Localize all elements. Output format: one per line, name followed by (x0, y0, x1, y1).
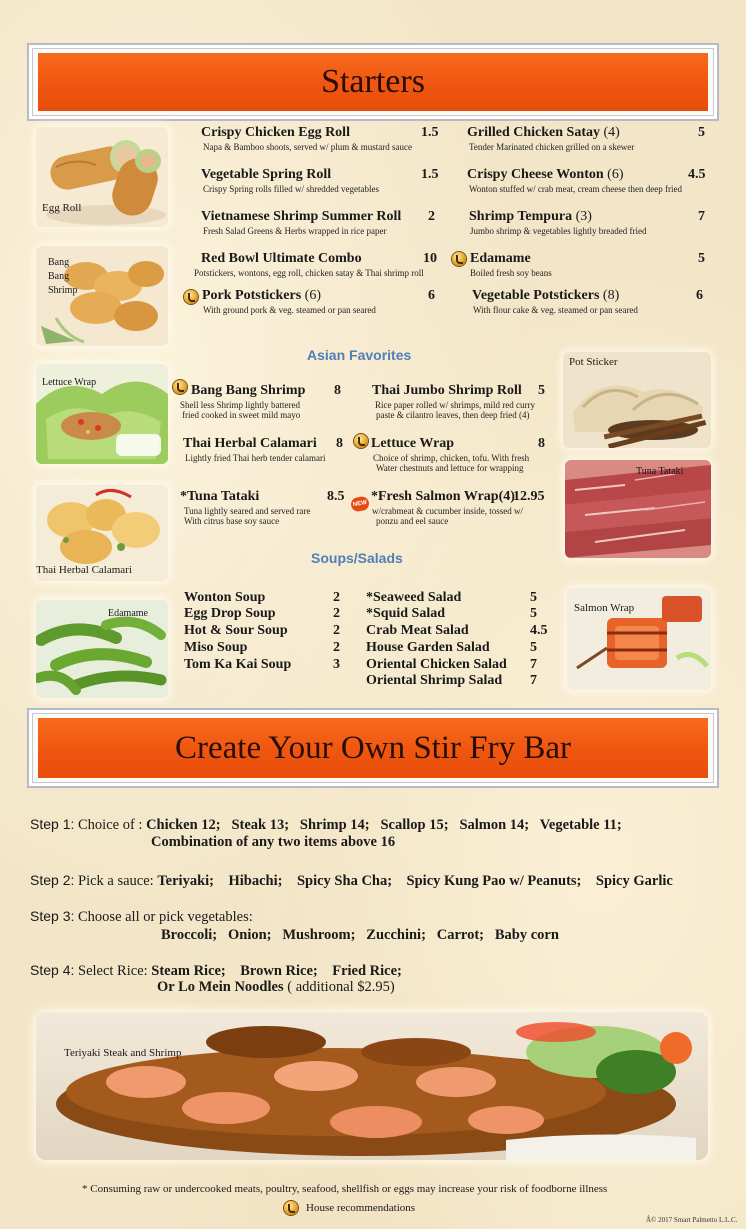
edamame-label: Edamame (108, 608, 148, 619)
soup-item: Tom Ka Kai Soup (184, 657, 292, 672)
step-options: Or Lo Mein Noodles (157, 979, 284, 995)
tuna-tataki-label: Tuna Tataki (636, 466, 684, 477)
item-price: 5 (698, 125, 705, 140)
soup-price: 3 (333, 657, 340, 672)
item-desc: Fresh Salad Greens & Herbs wrapped in rice paper (203, 226, 387, 236)
new-badge: NEW (350, 496, 370, 513)
soup-item: Wonton Soup (184, 590, 266, 605)
salmon-wrap-label: Salmon Wrap (574, 602, 635, 614)
step-label: Step 3: (30, 908, 75, 924)
step-3 (30, 908, 253, 926)
item-desc: Wonton stuffed w/ crab meat, cream cheese then deep fried (469, 184, 683, 194)
pot-sticker-label: Pot Sticker (569, 356, 618, 368)
step-label: Step 1: (30, 816, 75, 832)
bang-bang-label-1: Bang (48, 257, 70, 268)
item-desc: w/crabmeat & cucumber inside, tossed w/ (372, 506, 523, 516)
step-lead: Choice of : (78, 817, 143, 833)
soup-item: Miso Soup (184, 640, 248, 655)
item-desc: Jumbo shrimp & vegetables lightly breaded fried (470, 226, 647, 236)
soup-price: 2 (333, 640, 340, 655)
item-price: 8 (336, 436, 343, 451)
item-desc: Lightly fried Thai herb tender calamari (185, 453, 326, 463)
starters-title: Starters (321, 63, 425, 100)
item-name: Thai Jumbo Shrimp Roll (372, 383, 522, 398)
item-price: 2 (428, 209, 435, 224)
salad-price: 7 (530, 673, 537, 688)
starters-banner (27, 43, 719, 121)
soup-item: Hot & Sour Soup (184, 623, 288, 638)
item-desc: Rice paper rolled w/ shrimps, mild red curry (375, 400, 535, 410)
item-name: Vegetable Potstickers (8) (472, 288, 620, 303)
lettuce-wrap-label: Lettuce Wrap (42, 377, 97, 388)
item-price: 7 (698, 209, 705, 224)
step-lead: Choose all or pick vegetables: (78, 909, 253, 925)
house-recommendation-icon (173, 380, 187, 394)
bang-bang-label-3: Shrimp (48, 285, 78, 296)
step-2 (30, 872, 673, 890)
soup-item: Egg Drop Soup (184, 606, 276, 621)
item-desc: With citrus base soy sauce (184, 516, 280, 526)
asian-favorites-heading: Asian Favorites (307, 347, 412, 363)
salad-price: 5 (530, 640, 537, 655)
house-recommendation-icon (184, 290, 198, 304)
item-price: 8 (334, 383, 341, 398)
step-4 (30, 962, 402, 980)
salad-item: Oriental Chicken Salad (366, 657, 507, 672)
legend-house-recommendations: House recommendations (306, 1202, 416, 1214)
bang-bang-label-2: Bang (48, 271, 70, 282)
food-safety-disclaimer: * Consuming raw or undercooked meats, poultry, seafood, shellfish or eggs may increase your risk of foodborne illness (82, 1183, 608, 1195)
item-name: Bang Bang Shrimp (191, 383, 306, 398)
step-label: Step 2: (30, 872, 75, 888)
item-name: Pork Potstickers (6) (202, 288, 321, 303)
item-desc: fried cooked in sweet mild mayo (182, 410, 301, 420)
item-name: Edamame (470, 251, 531, 266)
step-lead: Select Rice: (78, 963, 148, 979)
item-name: Grilled Chicken Satay (4) (467, 125, 620, 140)
item-desc: Shell less Shrimp lightly battered (180, 400, 300, 410)
item-price: 4.5 (688, 167, 706, 182)
item-desc: Choice of shrimp, chicken, tofu. With fresh (373, 453, 530, 463)
item-price: 10 (423, 251, 437, 266)
soup-price: 2 (333, 623, 340, 638)
step-3-line-2 (161, 927, 559, 944)
salad-item: Crab Meat Salad (366, 623, 469, 638)
item-price: 8.5 (327, 489, 345, 504)
item-name: Vegetable Spring Roll (201, 167, 332, 182)
step-lead: Pick a sauce: (78, 873, 154, 889)
egg-roll-label: Egg Roll (42, 202, 82, 214)
salad-item: Oriental Shrimp Salad (366, 673, 503, 688)
item-price: 5 (698, 251, 705, 266)
item-price: 12.95 (513, 489, 545, 504)
step-options: Broccoli; Onion; Mushroom; Zucchini; Carrot; Baby corn (161, 927, 559, 943)
item-name: *Tuna Tataki (180, 489, 260, 504)
salad-price: 7 (530, 657, 537, 672)
item-price: 1.5 (421, 125, 439, 140)
item-name: Crispy Chicken Egg Roll (201, 125, 350, 140)
step-options: Chicken 12; Steak 13; Shrimp 14; Scallop 15; Salmon 14; Vegetable 11; (146, 817, 622, 833)
item-name: Vietnamese Shrimp Summer Roll (201, 209, 402, 224)
item-name: Shrimp Tempura (3) (469, 209, 592, 224)
item-desc: paste & cilantro leaves, then deep fried (4) (376, 410, 530, 420)
thai-calamari-label: Thai Herbal Calamari (36, 564, 132, 576)
item-name: Lettuce Wrap (371, 436, 455, 451)
stir-fry-banner (27, 708, 719, 788)
item-name: Crispy Cheese Wonton (6) (467, 167, 624, 182)
item-desc: With flour cake & veg. steamed or pan seared (473, 305, 638, 315)
step-options: Steam Rice; Brown Rice; Fried Rice; (151, 963, 402, 979)
step-label: Step 4: (30, 962, 75, 978)
copyright: Â© 2017 Smart Palmetto L.L.C. (646, 1216, 738, 1224)
salad-price: 4.5 (530, 623, 548, 638)
item-desc: Tuna lightly seared and served rare (184, 506, 311, 516)
salad-item: House Garden Salad (366, 640, 490, 655)
house-recommendation-icon (452, 252, 466, 266)
item-desc: Tender Marinated chicken grilled on a skewer (469, 142, 635, 152)
soup-price: 2 (333, 590, 340, 605)
soups-salads-heading: Soups/Salads (311, 550, 403, 566)
house-recommendation-icon (354, 434, 368, 448)
stir-fry-title: Create Your Own Stir Fry Bar (175, 729, 571, 766)
salad-item: *Seaweed Salad (366, 590, 462, 605)
item-name: Thai Herbal Calamari (183, 436, 317, 451)
step-options: Teriyaki; Hibachi; Spicy Sha Cha; Spicy Kung Pao w/ Peanuts; Spicy Garlic (157, 873, 673, 889)
item-desc: Crispy Spring rolls filled w/ shredded vegetables (203, 184, 379, 194)
step-options: Combination of any two items above 16 (151, 834, 396, 850)
step-1-line-2 (151, 834, 395, 851)
teriyaki-steak-shrimp-photo (36, 1012, 708, 1160)
item-price: 1.5 (421, 167, 439, 182)
item-price: 8 (538, 436, 545, 451)
soup-price: 2 (333, 606, 340, 621)
step-1 (30, 816, 622, 834)
item-name: *Fresh Salmon Wrap(4) (371, 489, 515, 504)
step-4-line-2 (157, 979, 395, 996)
item-desc: With ground pork & veg. steamed or pan seared (203, 305, 376, 315)
step-note: ( additional $2.95) (283, 979, 395, 995)
salad-price: 5 (530, 590, 537, 605)
item-desc: ponzu and eel sauce (376, 516, 449, 526)
item-price: 5 (538, 383, 545, 398)
item-price: 6 (696, 288, 703, 303)
teriyaki-label: Teriyaki Steak and Shrimp (64, 1047, 182, 1059)
item-desc: Water chestnuts and lettuce for wrapping (376, 463, 524, 473)
house-recommendation-icon (284, 1201, 298, 1215)
item-desc: Boiled fresh soy beans (470, 268, 552, 278)
item-desc: Potstickers, wontons, egg roll, chicken satay & Thai shrimp roll (194, 268, 424, 278)
salad-price: 5 (530, 606, 537, 621)
edamame-photo (36, 600, 168, 698)
item-desc: Napa & Bamboo shoots, served w/ plum & mustard sauce (203, 142, 412, 152)
salad-item: *Squid Salad (366, 606, 445, 621)
item-name: Red Bowl Ultimate Combo (201, 251, 362, 266)
item-price: 6 (428, 288, 435, 303)
